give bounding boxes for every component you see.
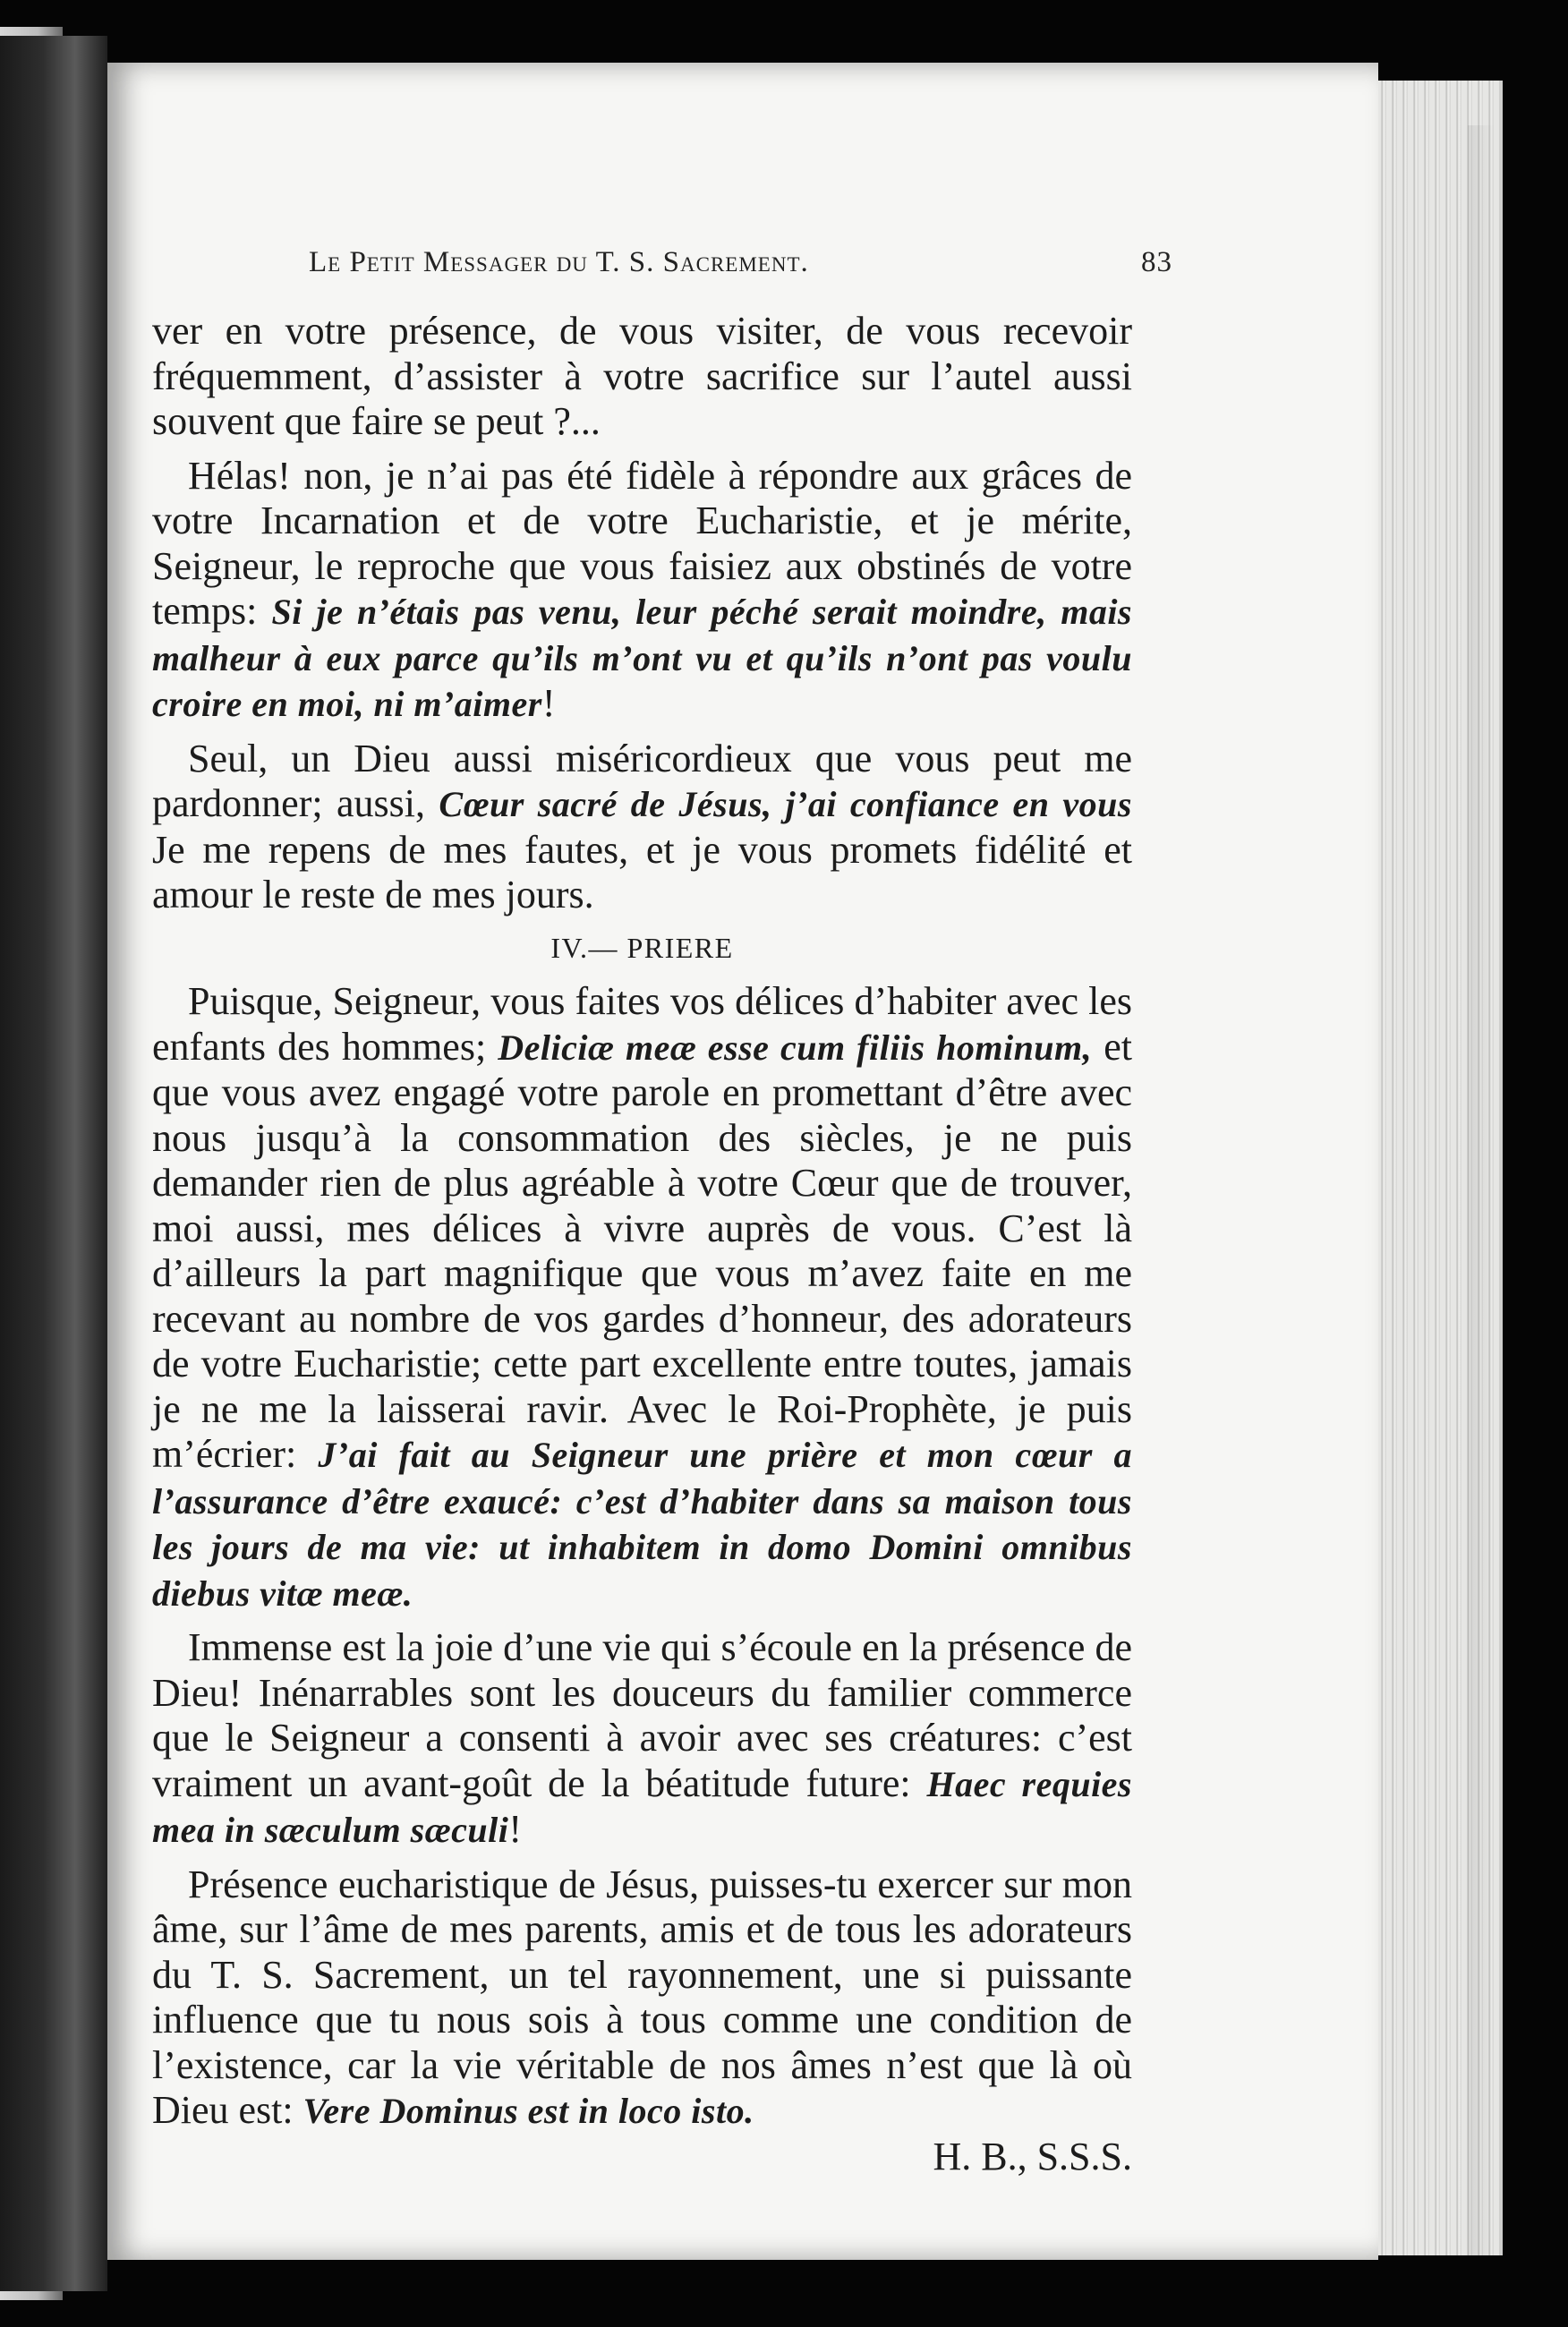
page-shadow [1468, 125, 1495, 2327]
italic-quote: Si je n’étais pas venu, leur péché serait moindre, mais malheur à eux parce qu’ils m’ont vu et qu’ils n’ont pas voulu croire en moi, ni m’aimer [152, 592, 1132, 724]
paragraph-text: ver en votre présence, de vous visiter, de vous recevoir fréquemment, d’assister à votre sacrifice sur l’autel aussi souvent que faire se peut ?... [152, 309, 1132, 443]
italic-quote: Haec requies mea in sæculum sæculi [152, 1763, 1132, 1850]
paragraph-text: Seul, un Dieu aussi miséricordieux que vous peut me pardonner; aussi, [152, 736, 1132, 825]
signature: H. B., S.S.S. [933, 2134, 1132, 2178]
paragraph [152, 309, 1132, 445]
paragraph [152, 979, 1132, 1616]
paragraph-text: Présence eucharistique de Jésus, puisses-tu exercer sur mon âme, sur l’âme de mes parents, amis et de tous les adorateurs du T. S. Sacrement, un tel rayonnement, une si puissante influence que tu nous sois à tous comme une condition de l’existence, car la vie véritable de nos âmes n’est que là où Dieu est: [152, 1862, 1132, 2132]
paragraph-text: ! [508, 1807, 522, 1851]
paragraph-text: Je me repens de mes fautes, et je vous promets fidélité et amour le reste de mes jours. [152, 827, 1132, 916]
page-body [152, 309, 1132, 2179]
paragraph [152, 454, 1132, 728]
paragraph-text: Immense est la joie d’une vie qui s’écoule en la présence de Dieu! Inénarrables sont les douceurs du familier commerce que le Seigneur a consenti à avoir avec ses créatures: c’est vraiment un avant-goût de la béatitude future: [152, 1625, 1132, 1805]
paragraph-text: et que vous avez engagé votre parole en promettant d’être avec nous jusqu’à la consommation des siècles, je ne puis demander rien de plus agréable à votre Cœur que de trouver, moi aussi, mes délices à vivre auprès de vous. C’est là d’ailleurs la part magnifique que vous m’avez faite en me recevant au nombre de vos gardes d’honneur, des adorateurs de votre Eucharistie; cette part excellente entre toutes, jamais je ne me la laisserai ravir. Avec le Roi-Prophète, je puis m’écrier: [152, 1024, 1132, 1476]
italic-quote: J’ai fait au Seigneur une prière et mon cœur a l’assurance d’être exaucé: c’est d’habiter dans sa maison tous les jours de ma vie: ut inhabitem in domo Domini omnibus diebus vitæ meæ. [152, 1435, 1132, 1614]
paragraph-text: Hélas! non, je n’ai pas été fidèle à répondre aux grâces de votre Incarnation et de votre Eucharistie, et je mérite, Seigneur, le reproche que vous faisiez aux obstinés de votre temps: [152, 453, 1132, 633]
paragraph [152, 1862, 1132, 2135]
paragraph [152, 737, 1132, 918]
paragraph-text: Puisque, Seigneur, vous faites vos délices d’habiter avec les enfants des hommes; [152, 979, 1132, 1069]
page-number: 83 [1141, 246, 1172, 278]
section-heading: IV.— PRIERE [550, 931, 734, 964]
header-title: Le Petit Messager du T. S. Sacrement. [309, 246, 809, 278]
book-gutter [0, 36, 107, 2291]
paragraph [152, 1625, 1132, 1854]
italic-quote: Vere Dominus est in loco isto. [303, 2091, 754, 2131]
italic-quote: Deliciæ meæ esse cum filiis hominum, [498, 1027, 1093, 1068]
italic-quote: Cœur sacré de Jésus, j’ai confiance en vous [439, 784, 1132, 824]
paragraph-text: ! [541, 681, 556, 725]
